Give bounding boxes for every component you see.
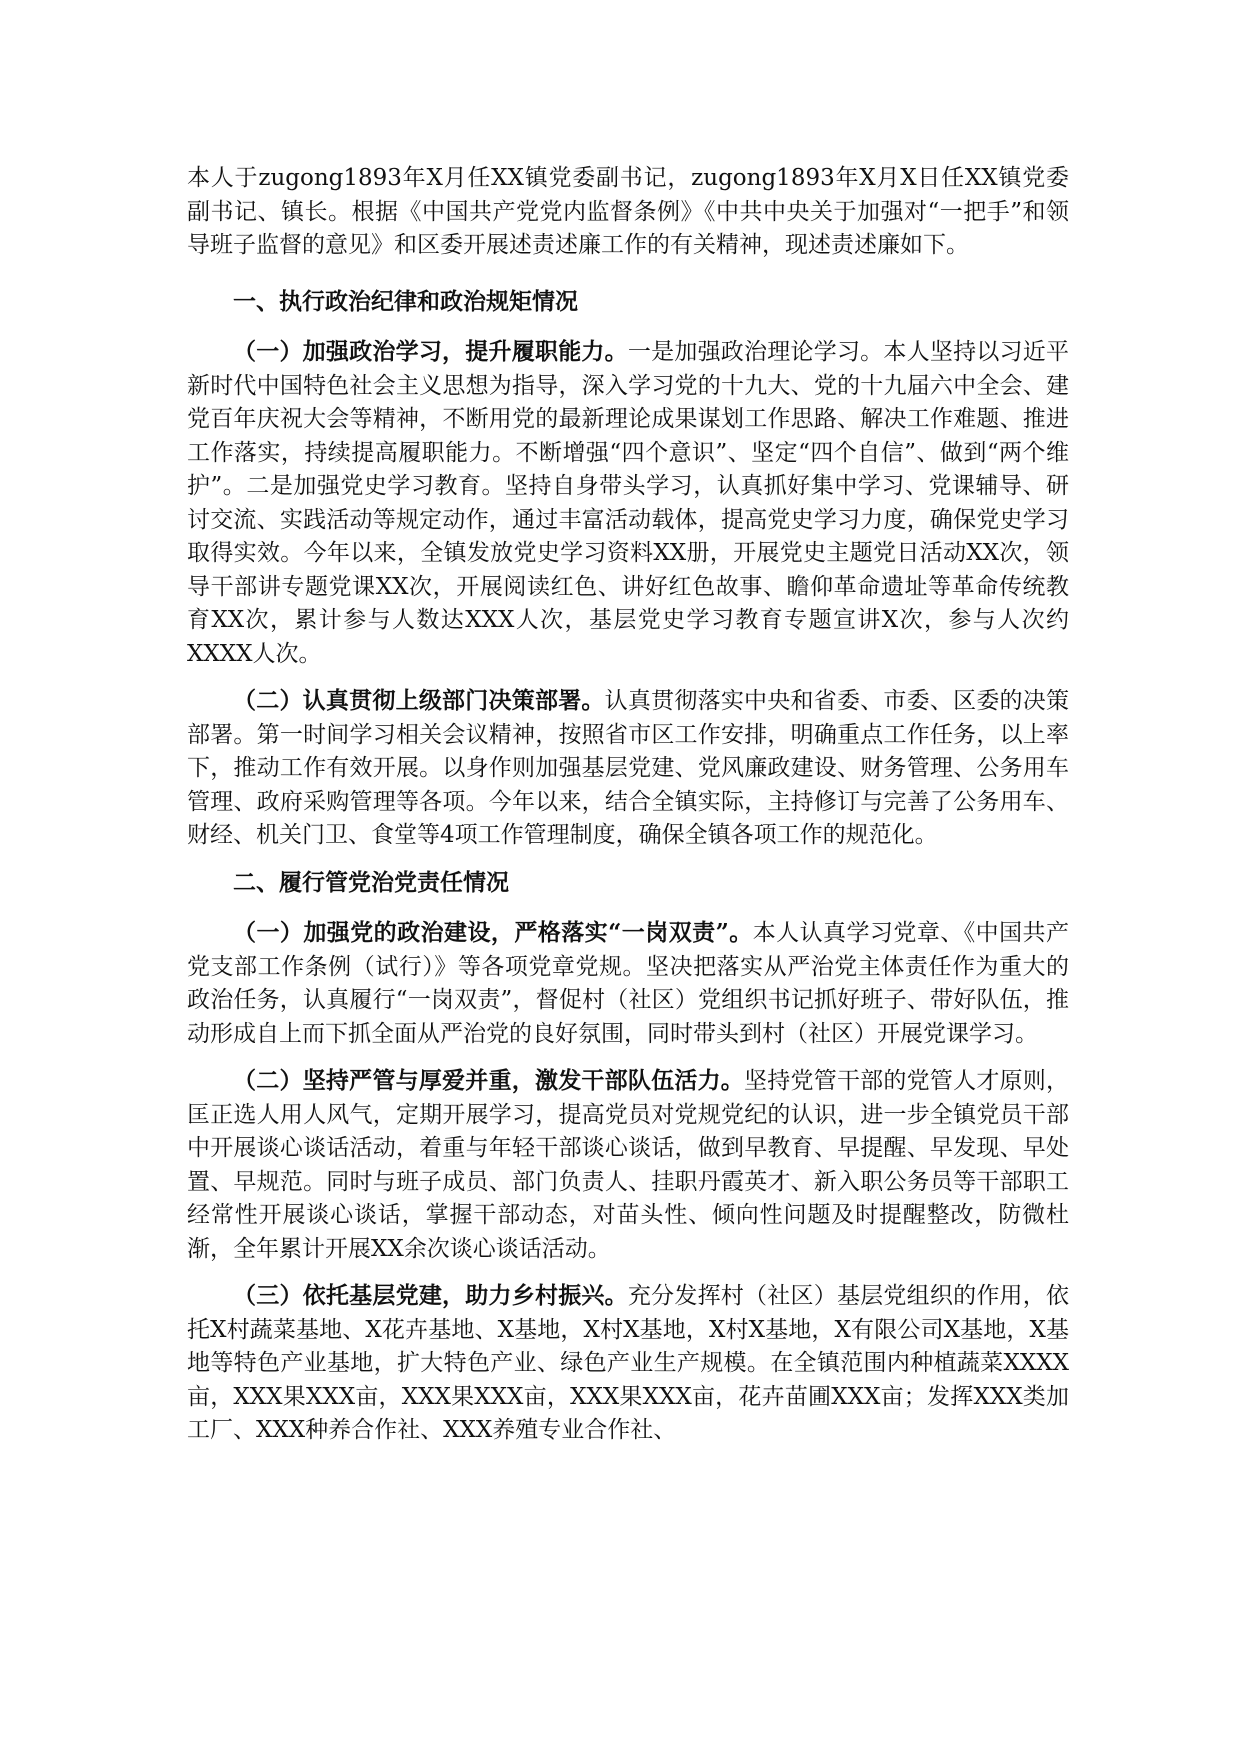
- section-2-item-2-lead: （二）坚持严管与厚爱并重，激发干部队伍活力。: [233, 1067, 745, 1094]
- intro-paragraph: 本人于zugong1893年X月任XX镇党委副书记，zugong1893年X月X日任XX镇党委副书记、镇长。根据《中国共产党党内监督条例》《中共中央关于加强对“一把手”和领导班子监督的意见》和区委开展述责述廉工作的有关精神，现述责述廉如下。: [187, 165, 1069, 258]
- document-page: [187, 162, 1069, 1461]
- section-2-heading: 二、履行管党治党责任情况: [233, 868, 509, 896]
- section-1-item-2-lead: （二）认真贯彻上级部门决策部署。: [233, 687, 605, 714]
- section-1-item-1: [187, 335, 1069, 671]
- section-2-item-2: [187, 1064, 1069, 1266]
- section-1-item-1-body: 一是加强政治理论学习。本人坚持以习近平新时代中国特色社会主义思想为指导，深入学习党的十九大、党的十九届六中全会、建党百年庆祝大会等精神，不断用党的最新理论成果谋划工作思路、解决工作难题、推进工作落实，持续提高履职能力。不断增强“四个意识”、坚定“四个自信”、做到“两个维护”。二是加强党史学习教育。坚持自身带头学习，认真抓好集中学习、党课辅导、研讨交流、实践活动等规定动作，通过丰富活动载体，提高党史学习力度，确保党史学习取得实效。今年以来，全镇发放党史学习资料XX册，开展党史主题党日活动XX次，领导干部讲专题党课XX次，开展阅读红色、讲好红色故事、瞻仰革命遗址等革命传统教育XX次，累计参与人数达XXX人次，基层党史学习教育专题宣讲X次，参与人次约XXXX人次。: [187, 339, 1070, 667]
- section-2-item-1-body: 本人认真学习党章、《中国共产党支部工作条例（试行）》等各项党章党规。坚决把落实从严治党主体责任作为重大的政治任务，认真履行“一岗双责”，督促村（社区）党组织书记抓好班子、带好队伍，推动形成自上而下抓全面从严治党的良好氛围，同时带头到村（社区）开展党课学习。: [187, 920, 1069, 1047]
- section-2-item-3-lead: （三）依托基层党建，助力乡村振兴。: [233, 1282, 628, 1309]
- section-2-item-3: [187, 1279, 1069, 1448]
- section-1-heading: 一、执行政治纪律和政治规矩情况: [233, 287, 578, 315]
- section-1-item-2: [187, 684, 1069, 853]
- section-1-item-1-lead: （一）加强政治学习，提升履职能力。: [233, 338, 628, 365]
- section-2-item-1-lead: （一）加强党的政治建设，严格落实“一岗双责”。: [233, 919, 753, 946]
- section-1-item-2-body: 认真贯彻落实中央和省委、市委、区委的决策部署。第一时间学习相关会议精神，按照省市区工作安排，明确重点工作任务，以上率下，推动工作有效开展。以身作则加强基层党建、党风廉政建设、财务管理、公务用车管理、政府采购管理等各项。今年以来，结合全镇实际，主持修订与完善了公务用车、财经、机关门卫、食堂等4项工作管理制度，确保全镇各项工作的规范化。: [187, 688, 1070, 848]
- section-2-item-1: [187, 916, 1069, 1051]
- section-2-item-3-body: 充分发挥村（社区）基层党组织的作用，依托X村蔬菜基地、X花卉基地、X基地，X村X基地，X村X基地，X有限公司X基地，X基地等特色产业基地，扩大特色产业、绿色产业生产规模。在全镇范围内种植蔬菜XXXX亩，XXX果XXX亩，XXX果XXX亩，XXX果XXX亩，花卉苗圃XXX亩；发挥XXX类加工厂、XXX种养合作社、XXX养殖专业合作社、: [187, 1283, 1070, 1443]
- section-2-item-2-body: 坚持党管干部的党管人才原则，匡正选人用人风气，定期开展学习，提高党员对党规党纪的认识，进一步全镇党员干部中开展谈心谈话活动，着重与年轻干部谈心谈话，做到早教育、早提醒、早发现、早处置、早规范。同时与班子成员、部门负责人、挂职丹霞英才、新入职公务员等干部职工经常性开展谈心谈话，掌握干部动态，对苗头性、倾向性问题及时提醒整改，防微杜渐，全年累计开展XX余次谈心谈话活动。: [187, 1068, 1070, 1262]
